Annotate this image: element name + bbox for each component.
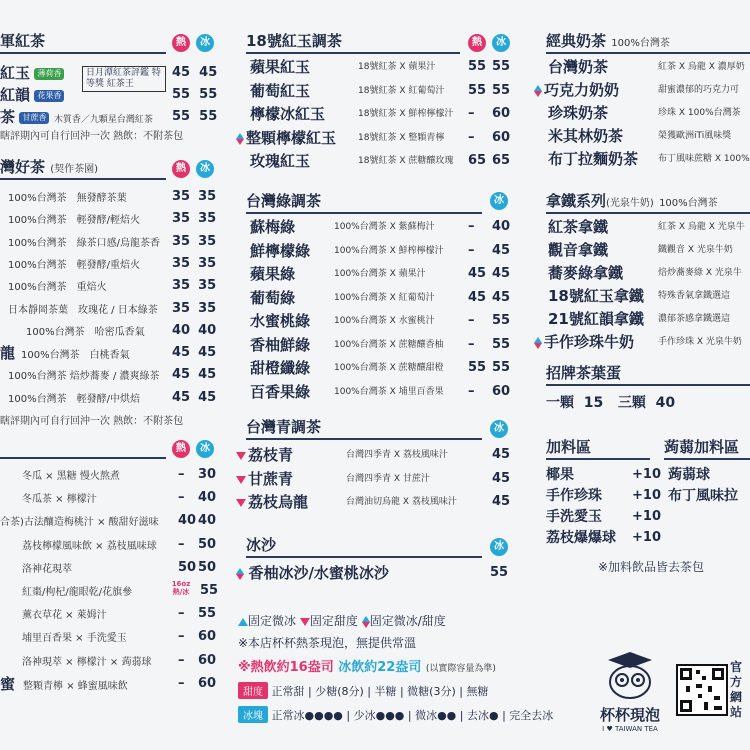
item-desc: 古法釀造梅桃汁 × 酸甜好滋味 [23, 517, 159, 529]
menu-row [248, 263, 295, 285]
item-name: 荔枝青 [248, 446, 294, 464]
item-name: 葡萄綠 [250, 288, 296, 307]
price-ice: 60 [492, 383, 511, 399]
fixed-ice-sweet-icon [236, 133, 244, 145]
item-desc: 焙炒蕎麥綠 X 光泉牛 [658, 268, 742, 278]
price: 45 45 [172, 389, 217, 405]
menu-row [546, 125, 623, 147]
menu-row [248, 287, 295, 309]
menu-row [248, 56, 310, 78]
menu-row: 香柚冰沙/水蜜桃冰沙 [236, 562, 389, 584]
section-title: 拿鐵系列(光泉牛奶) 100%台灣茶 [546, 192, 718, 210]
item-desc: 100%台灣茶 重焙火 [8, 282, 107, 294]
item-name: 21號紅韻拿鐵 [548, 310, 644, 328]
menu-row [8, 387, 140, 409]
menu-row [22, 487, 97, 509]
price-hot: 50 [178, 559, 197, 575]
price-hot: 45 [468, 266, 487, 281]
item-name: 紅茶拿鐵 [548, 218, 609, 236]
item-desc: 100%台灣茶 X 蘋果汁 [334, 269, 426, 279]
divider [546, 384, 750, 386]
owl-icon [590, 650, 670, 700]
ice-badge: 冰 [196, 160, 214, 178]
menu-row [248, 381, 310, 403]
item-name: 米其林奶茶 [548, 127, 624, 145]
brand-name: 杯杯現泡 [599, 706, 660, 724]
menu-row [8, 275, 107, 297]
price: 35 35 [172, 278, 217, 294]
addon-name-2: 蒟蒻球 [668, 467, 710, 483]
item-name: 18號紅玉拿鐵 [548, 287, 644, 305]
section-title: 台灣綠調茶 [246, 192, 322, 210]
section-title: 台灣青調茶 [246, 418, 322, 436]
price: 35 35 [172, 211, 217, 227]
item-name: 珍珠奶茶 [548, 104, 609, 122]
price-ice: 45 [492, 266, 511, 281]
price-hot: – [468, 383, 475, 399]
divider [664, 458, 750, 460]
divider [246, 556, 482, 558]
addon-name-2: 布丁風味拉 [668, 488, 738, 504]
fixed-sweet-icon [236, 476, 246, 484]
item-name: 水蜜桃綠 [250, 312, 311, 330]
price-ice: 60 [492, 129, 511, 145]
addon-price: +10 [632, 467, 661, 482]
addon-price: +10 [632, 509, 661, 524]
volume: ※熱飲約16盎司 冰飲約22盎司 (以實際容量為準) [238, 660, 496, 675]
divider [0, 178, 166, 180]
price-hot: 55 [468, 360, 487, 375]
menu-row [534, 331, 634, 353]
menu-row: 紅玉 薄荷香 [0, 62, 64, 84]
price-ice: 60 [198, 629, 217, 645]
menu-row [8, 298, 158, 320]
item-desc: 100%台灣茶 輕發酵/中烘焙 [8, 393, 140, 405]
ice-badge: 冰 [196, 440, 214, 458]
item-desc: 18號紅茶 X 蔗糖釀玫瑰 [358, 156, 454, 166]
price-hot: – [178, 652, 185, 668]
price-hot: 55 [468, 59, 487, 74]
divider [546, 52, 750, 54]
price: 55 55 [172, 87, 218, 102]
divider [246, 212, 482, 214]
price-ice: 40 [198, 513, 217, 529]
section-title: 軍紅茶 [0, 32, 46, 50]
item-name: 玫瑰紅玉 [250, 152, 311, 170]
item-name: 台灣奶茶 [548, 58, 609, 76]
divider [546, 458, 650, 460]
price-ice: 60 [198, 675, 217, 691]
price-hot: – [468, 313, 475, 328]
item-desc: 100%台灣茶 無發酵茶葉 [8, 193, 127, 204]
item-desc: 100%台灣茶 X 蔗糖釀甜橙 [334, 363, 444, 373]
ice-badge: 冰 [490, 420, 508, 438]
item-name: 蘋果紅玉 [250, 58, 311, 76]
section-title: 18號紅玉調茶 [246, 32, 342, 50]
brand-logo [590, 650, 670, 733]
price-ice: 65 [492, 153, 511, 168]
item-name: 荔枝烏龍 [248, 493, 309, 511]
sweet-options: 甜度 正常甜 | 少糖(8分) | 半糖 | 微糖(3分) | 無糖 [238, 682, 488, 699]
addon-name: 手作珍珠 [546, 488, 602, 504]
item-desc: 100%台灣茶 白桃香氣 [21, 350, 130, 362]
menu-row [0, 510, 159, 532]
qr-code[interactable] [676, 664, 728, 716]
item-name: 觀音拿鐵 [548, 241, 609, 259]
divider [0, 457, 166, 459]
item-desc: 甜蜜濃郁的巧克力可 [658, 85, 740, 95]
menu-row [534, 79, 619, 101]
note: 瞎評期內可自行回沖一次 熱飲：不附茶包 [0, 131, 184, 142]
price-hot: 45 [468, 289, 487, 305]
menu-row [0, 409, 183, 431]
item-name: 布丁拉麵奶茶 [548, 150, 639, 168]
menu-row [8, 208, 140, 230]
menu-row [546, 56, 608, 78]
addon-name: 椰果 [546, 467, 574, 483]
item-desc: 薰衣草花 × 萊姆汁 [22, 610, 107, 622]
price-hot: – [178, 675, 185, 691]
fixed-ice-sweet-icon [534, 85, 542, 97]
menu-row [236, 127, 336, 149]
section-title: 灣好茶 (契作茶園) [0, 158, 99, 176]
item-name: 蕎麥綠拿鐵 [548, 264, 624, 282]
section-title-2: 蒟蒻加料區 [664, 438, 740, 456]
price-hot: – [178, 536, 185, 552]
item-desc: 紅茶 X 烏龍 X 濃厚奶 [658, 62, 745, 72]
item-desc: 100%台灣茶 X 水蜜桃汁 [334, 316, 435, 326]
item-name: 巧克力奶奶 [544, 81, 620, 99]
price-ice: 45 [492, 494, 511, 509]
item-desc: 100%台灣茶 X 蔗糖釀香柚 [334, 339, 444, 350]
menu-row: 紅韻 花果香 [0, 84, 64, 106]
menu-row [248, 334, 310, 356]
size-note: 16oz 熱/冰 [171, 580, 191, 596]
item-desc: 特殊香氣拿鐵選這 [658, 291, 731, 301]
item-desc: 100%台灣茶 焙炒蕎麥 / 濃爽綠茶 [8, 371, 160, 383]
price: 35 35 [172, 255, 217, 271]
item-desc: 100%台灣茶 X 紅葡萄汁 [334, 292, 435, 303]
menu-row [22, 580, 132, 602]
item-name: 檸檬冰紅玉 [250, 105, 326, 123]
section-title: 招牌茶葉蛋 [546, 364, 622, 382]
item-name: 甜橙纖綠 [250, 359, 311, 377]
price-ice: 55 [492, 59, 511, 74]
menu-row: 茶 甘蔗香 木質香／九顆星台灣紅茶 [0, 108, 153, 126]
fixed-sweet-icon [300, 618, 310, 626]
item-desc: 冬瓜 × 黑糖 慢火熬煮 [22, 471, 120, 482]
divider [246, 438, 482, 440]
item-prefix: 合茶) [0, 517, 24, 529]
price-ice: 50 [198, 536, 217, 552]
price: 35 35 [172, 189, 217, 204]
award-box: 日月潭紅茶評鑑 特等獎 紅茶王 [82, 66, 166, 92]
hot-badge: 熱 [172, 34, 190, 52]
fixed-sweet-icon [236, 499, 246, 507]
divider [246, 52, 460, 54]
ice-badge: 冰 [490, 192, 508, 210]
item-desc: 紅茶 X 烏龍 X 光泉牛 [658, 222, 745, 232]
price-hot: – [178, 606, 185, 622]
item-desc: 冬瓜茶 × 檸檬汁 [22, 494, 97, 506]
item-desc: 100%台灣茶 輕發酵/輕焙火 [8, 215, 140, 227]
item-name: 龍 [0, 344, 16, 363]
item-desc: 整顆青檸 × 蜂蜜風味飲 [23, 680, 128, 692]
price: 55 55 [172, 109, 218, 124]
price-hot: – [178, 629, 185, 645]
hot-badge: 熱 [172, 440, 190, 458]
price-hot: 40 [178, 513, 197, 529]
menu-row [8, 186, 127, 208]
menu-row [22, 557, 72, 579]
price-ice: 55 [492, 336, 511, 352]
item-desc: 紅棗/枸杞/龍眼乾/花旗參 [22, 587, 133, 598]
price-ice: 45 [492, 447, 511, 462]
menu-row [22, 603, 107, 625]
ice-badge: 冰 [490, 538, 508, 556]
price-hot: 65 [468, 153, 487, 168]
menu-row [0, 342, 130, 364]
item-desc: 洛神現萃 × 檸檬汁 × 蒟蒻球 [22, 656, 152, 668]
item-desc: 荔枝檸檬風味飲 × 荔枝風味球 [22, 540, 157, 552]
item-desc: 18號紅茶 X 蘋果汁 [358, 62, 436, 72]
price-ice: 30 [198, 467, 217, 482]
item-desc: 手作珍珠 X 光泉牛奶 [658, 337, 742, 347]
item-desc: 18號紅茶 X 鮮榨檸檬汁 [358, 109, 454, 119]
price-ice: 60 [198, 652, 217, 668]
price-ice: 55 [492, 313, 511, 328]
menu-row [22, 534, 157, 556]
menu-row [0, 673, 128, 695]
menu-row [546, 216, 608, 238]
menu-row [236, 468, 293, 490]
item-desc: 日本靜岡茶葉 玫瑰花 / 日本綠茶 [8, 304, 158, 316]
menu-row [248, 150, 310, 172]
price-ice: 40 [492, 219, 511, 234]
price-ice: 55 [492, 360, 511, 375]
fixed-ice-icon [238, 618, 248, 626]
price: 35 35 [172, 233, 217, 249]
item-desc: 100%台灣茶 X 埔里百香果 [334, 386, 444, 397]
price: 55 [200, 583, 219, 598]
menu-row [248, 310, 310, 332]
price-hot: – [468, 106, 475, 121]
item-name: 整顆檸檬紅玉 [246, 128, 337, 147]
item-desc: 100%台灣茶 哈密瓜香氣 [26, 326, 145, 338]
addon-note: ※加料飲品皆去茶包 [598, 560, 705, 574]
addon-name: 荔枝爆爆球 [546, 530, 616, 546]
item-desc: 洛神花現萃 [22, 563, 72, 575]
item-desc: 台灣油切烏龍 X 荔枝風味汁 [346, 497, 457, 507]
menu-row [22, 626, 127, 648]
price-hot: – [178, 490, 185, 506]
price: 45 45 [172, 65, 218, 80]
item-name: 蘇梅綠 [250, 218, 296, 236]
item-desc: 台灣四季青 X 甘蔗汁 [346, 473, 430, 484]
menu-row [236, 444, 293, 466]
menu-row [22, 650, 151, 672]
menu-row [546, 148, 638, 170]
item-desc: 濃郁茶感拿鐵選這 [658, 314, 731, 324]
divider [546, 212, 750, 214]
item-desc: 榮獲歐洲iTi風味獎 [658, 131, 732, 141]
price-hot: 55 [468, 82, 487, 98]
item-desc: 100%台灣茶 輕發酵/重焙火 [8, 259, 140, 271]
divider [0, 52, 166, 54]
item-desc: 100%台灣茶 綠茶口感/烏龍茶香 [8, 237, 160, 249]
ice-badge: 冰 [492, 34, 510, 52]
price-ice: 50 [198, 559, 217, 575]
fixed-ice-sweet-icon [236, 568, 244, 580]
fixed-sweet-icon [236, 452, 246, 460]
fixed-ice-sweet-icon [534, 337, 542, 349]
item-desc: 埔里百香果 × 手洗愛玉 [22, 633, 127, 645]
section-title: 經典奶茶 100%台灣茶 [546, 32, 670, 50]
menu-row [26, 320, 145, 342]
item-desc: 鐵觀音 X 光泉牛奶 [658, 245, 733, 255]
item-desc: 100%台灣茶 X 鮮榨檸檬汁 [334, 245, 444, 256]
price: 55 [490, 565, 509, 580]
item-name: 葡萄紅玉 [250, 81, 311, 100]
section-title: 冰沙 [246, 536, 277, 554]
item-desc: 珍珠 X 100%台灣茶 [658, 108, 741, 118]
addon-price: +10 [632, 488, 661, 503]
item-name: 甘蔗青 [248, 469, 294, 488]
price-ice: 55 [198, 606, 217, 622]
hot-badge: 熱 [468, 34, 486, 52]
egg-prices: 一顆 15 三顆 40 [546, 395, 676, 411]
notice: ※本店杯杯熱茶現泡，無提供常溫 [238, 636, 417, 650]
menu-row [236, 491, 308, 513]
item-name: 鮮檸檬綠 [250, 241, 311, 260]
legend: 固定微冰 固定甜度 固定微冰/甜度 [238, 612, 446, 629]
ice-badge: 冰 [196, 34, 214, 52]
fixed-ice-sweet-icon [362, 616, 370, 628]
section-title: 加料區 [546, 438, 592, 456]
price: 40 40 [172, 322, 217, 338]
price-ice: 45 [492, 242, 511, 258]
item-desc: 100%台灣茶 X 紫蘇梅汁 [334, 222, 435, 232]
item-desc: 瞎評期內可自行回沖一次 熱飲：不附茶包 [0, 416, 184, 427]
menu-row [248, 80, 310, 102]
menu-row [546, 239, 608, 261]
price: 35 35 [172, 300, 217, 316]
menu-row [546, 285, 644, 307]
item-name: 百香果綠 [250, 382, 311, 401]
item-desc: 18號紅茶 X 紅葡萄汁 [358, 85, 445, 96]
price-hot: – [468, 242, 475, 258]
item-name: 蜜 [0, 674, 16, 693]
item-name: 香柚鮮綠 [250, 335, 311, 354]
price-ice: 55 [492, 82, 511, 98]
menu-row [22, 464, 120, 486]
menu-row [8, 253, 140, 275]
menu-row [546, 102, 608, 124]
item-name: 手作珍珠牛奶 [544, 333, 635, 351]
price-ice: 45 [492, 289, 511, 305]
item-name: 蘋果綠 [250, 265, 296, 283]
hot-badge: 熱 [172, 160, 190, 178]
price-hot: – [468, 219, 475, 234]
addon-name: 手洗愛玉 [546, 509, 602, 525]
menu-row [8, 364, 160, 386]
menu-row [248, 103, 325, 125]
item-desc: 台灣四季青 X 荔枝風味汁 [346, 450, 448, 460]
price: 45 45 [172, 367, 217, 383]
side-label: 官方網站 [730, 660, 743, 719]
price: 45 45 [172, 345, 217, 361]
price-ice: 60 [492, 106, 511, 121]
price-hot: – [468, 336, 475, 352]
menu-row [248, 240, 310, 262]
menu-row [8, 231, 160, 253]
addon-price: +10 [632, 530, 661, 545]
price-hot: – [178, 467, 185, 482]
price-hot: – [468, 129, 475, 145]
item-desc: 布丁風味蔗糖 X 100% [658, 154, 750, 164]
item-desc: 18號紅茶 X 整顆青檸 [358, 132, 445, 143]
price-ice: 45 [492, 470, 511, 486]
brand-sub: I ♥ TAIWAN TEA [602, 725, 658, 733]
menu-row [248, 357, 310, 379]
menu-row [546, 262, 623, 284]
menu-row [248, 216, 295, 238]
menu-row [546, 308, 644, 330]
ice-options: 冰塊 正常冰●●●● | 少冰●●● | 微冰●● | 去冰● | 完全去冰 [238, 706, 553, 723]
price-ice: 40 [198, 490, 217, 506]
